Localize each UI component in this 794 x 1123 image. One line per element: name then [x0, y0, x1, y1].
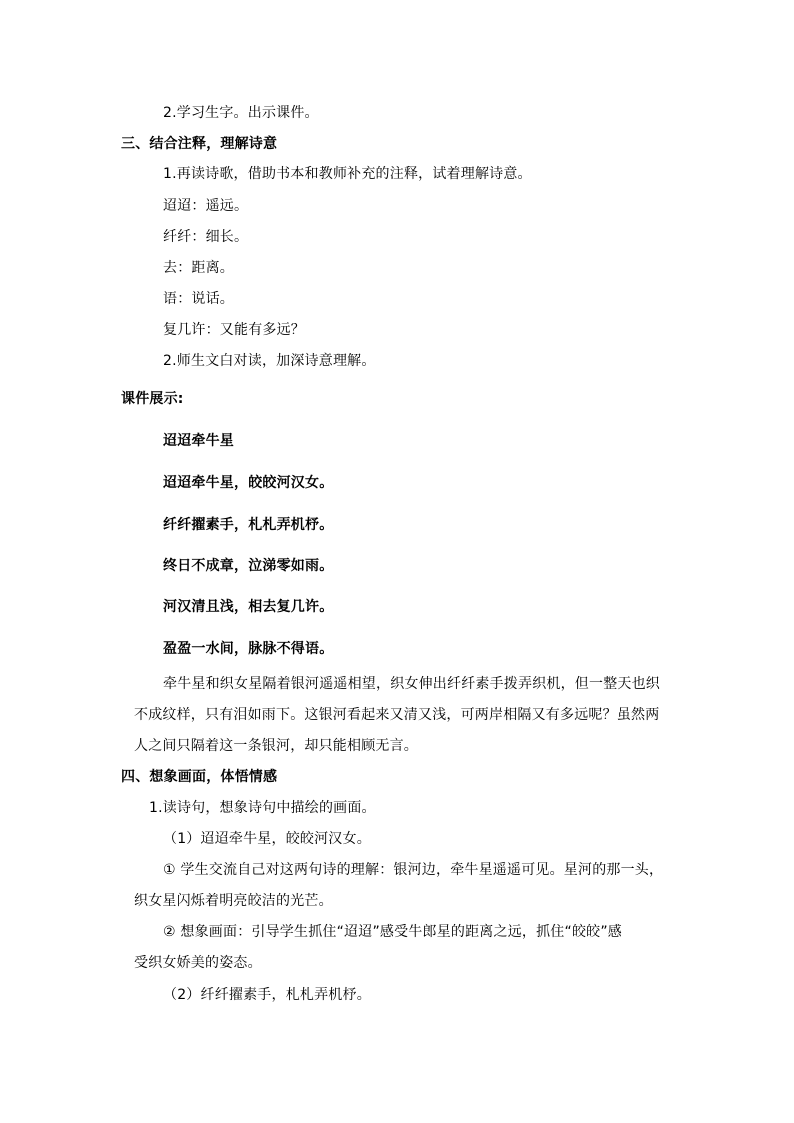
poem-line: 纤纤擢素手，札札弄机杼。: [163, 517, 334, 533]
translation-line: 不成纹样，只有泪如雨下。这银河看起来又清又浅，可两岸相隔又有多远呢？虽然两: [134, 707, 660, 723]
poem-line: 迢迢牵牛星，皎皎河汉女。: [163, 475, 334, 491]
point-1-line: 织女星闪烁着明亮皎洁的光芒。: [134, 893, 333, 909]
poem-title: 迢迢牵牛星: [163, 433, 234, 449]
step-parallel-reading: 2.师生文白对读，加深诗意理解。: [163, 353, 376, 369]
gloss-xianxian: 纤纤：细长。: [163, 229, 249, 245]
section-heading-imagine: 四、想象画面，体悟情感: [121, 769, 278, 785]
courseware-label: 课件展示:: [121, 391, 184, 407]
step-reread-poem: 1.再读诗歌，借助书本和教师补充的注释，试着理解诗意。: [163, 166, 532, 182]
translation-line: 牵牛星和织女星隔着银河遥遥相望，织女伸出纤纤素手拨弄织机，但一整天也织: [163, 676, 660, 692]
point-1-line: ① 学生交流自己对这两句诗的理解：银河边，牵牛星遥遥可见。星河的那一头，: [163, 862, 664, 878]
poem-line: 河汉清且浅，相去复几许。: [163, 599, 334, 615]
step-read-verses: 1.读诗句，想象诗句中描绘的画面。: [149, 800, 376, 816]
sub-verse-1: （1）迢迢牵牛星，皎皎河汉女。: [163, 831, 371, 847]
point-2-line: ② 想象画面：引导学生抓住“迢迢”感受牛郎星的距离之远，抓住“皎皎”感: [163, 924, 623, 940]
section-heading-annotation: 三、结合注释，理解诗意: [121, 136, 278, 152]
poem-line: 盈盈一水间，脉脉不得语。: [163, 641, 334, 657]
step-study-characters: 2.学习生字。出示课件。: [163, 105, 319, 121]
gloss-tiaotiao: 迢迢：遥远。: [163, 198, 249, 214]
gloss-yu: 语：说话。: [163, 291, 234, 307]
sub-verse-2: （2）纤纤擢素手，札札弄机杼。: [163, 987, 371, 1003]
translation-line: 人之间只隔着这一条银河，却只能相顾无言。: [134, 738, 418, 754]
gloss-fujixu: 复几许：又能有多远？: [163, 322, 305, 338]
gloss-qu: 去：距离。: [163, 260, 234, 276]
point-2-line: 受织女娇美的姿态。: [134, 955, 262, 971]
poem-line: 终日不成章，泣涕零如雨。: [163, 558, 334, 574]
